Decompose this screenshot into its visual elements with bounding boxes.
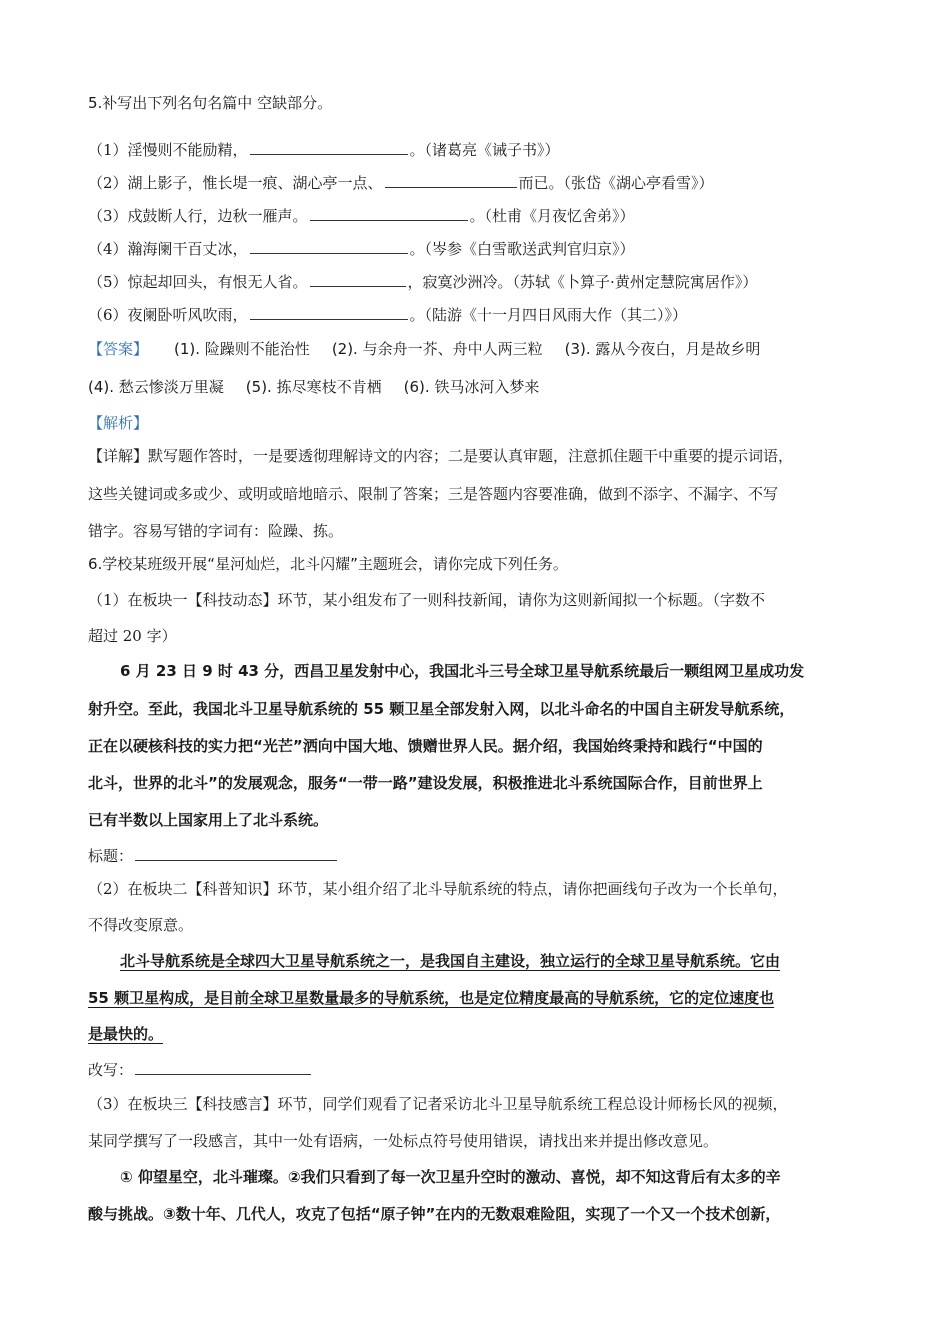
answer-tag: 【答案】 <box>88 340 149 358</box>
fill-item-source: 。（诸葛亮《诫子书》） <box>409 141 560 159</box>
fill-item-source: 。（岑参《白雪歌送武判官归京》） <box>409 240 635 258</box>
answer-line-2 <box>88 376 561 398</box>
analysis-tag: 【解析】 <box>88 414 149 432</box>
fill-item-4 <box>88 238 635 260</box>
answer-blank[interactable] <box>250 304 408 320</box>
fill-item-text: （5）惊起却回头，有恨无人省。 <box>88 273 308 291</box>
answer-item: (1). 险躁则不能治性 <box>174 340 310 358</box>
fill-item-6 <box>88 304 687 326</box>
answer-blank[interactable] <box>310 205 468 221</box>
fill-item-3 <box>88 205 635 227</box>
task-1-line: 超过 20 字） <box>88 627 177 645</box>
fill-item-source: 而已。（张岱《湖心亭看雪》） <box>518 174 714 192</box>
answer-line-1 <box>88 338 782 360</box>
fill-item-source: ，寂寞沙洲冷。（苏轼《卜算子·黄州定慧院寓居作》） <box>407 273 758 291</box>
essay-line: ① 仰望星空，北斗璀璨。②我们只看到了每一次卫星升空时的激动、喜悦，却不知这背后有太多的辛 <box>120 1168 781 1186</box>
underlined-sentence-line: 是最快的。 <box>88 1025 164 1043</box>
headline-row <box>88 845 339 867</box>
fill-item-text: （4）瀚海阑干百丈冰， <box>88 240 248 258</box>
fill-item-source: 。（陆游《十一月四日风雨大作（其二）》） <box>409 306 688 324</box>
detail-line: 错字。容易写错的字词有：险躁、拣。 <box>88 522 344 540</box>
answer-blank[interactable] <box>385 172 517 188</box>
answer-blank[interactable] <box>250 238 408 254</box>
detail-line: 【详解】默写题作答时，一是要透彻理解诗文的内容；二是要认真审题，注意抓住题干中重要的提示词语， <box>88 447 794 465</box>
fill-item-text: （3）戍鼓断人行，边秋一雁声。 <box>88 207 308 225</box>
fill-item-1 <box>88 139 560 161</box>
rewrite-answer-blank[interactable] <box>135 1059 311 1075</box>
answer-item: (4). 愁云惨淡万里凝 <box>88 378 224 396</box>
answer-blank[interactable] <box>250 139 408 155</box>
fill-item-text: （1）淫慢则不能励精， <box>88 141 248 159</box>
news-paragraph-line: 射升空。至此，我国北斗卫星导航系统的 55 颗卫星全部发射入网，以北斗命名的中国自主研发导航系统， <box>88 700 795 718</box>
rewrite-label: 改写： <box>88 1061 134 1079</box>
task-1-line: （1）在板块一【科技动态】环节，某小组发布了一则科技新闻，请你为这则新闻拟一个标题。（字数不 <box>88 591 766 609</box>
answer-item: (5). 拣尽寒枝不肯栖 <box>245 378 382 396</box>
question-6-title: 6.学校某班级开展“星河灿烂，北斗闪耀”主题班会，请你完成下列任务。 <box>88 555 568 573</box>
fill-item-source: 。（杜甫《月夜忆舍弟》） <box>469 207 635 225</box>
question-5-title: 5.补写出下列名句名篇中 空缺部分。 <box>88 94 333 112</box>
detail-line: 这些关键词或多或少、或明或暗地暗示、限制了答案；三是答题内容要准确，做到不添字、不漏字、不写 <box>88 485 779 503</box>
answer-item: (6). 铁马冰河入梦来 <box>403 378 540 396</box>
answer-item: (2). 与余舟一芥、舟中人两三粒 <box>331 340 543 358</box>
news-paragraph-line: 北斗，世界的北斗”的发展观念，服务“一带一路”建设发展，积极推进北斗系统国际合作，目前世界上 <box>88 774 763 792</box>
headline-label: 标题： <box>88 847 134 865</box>
news-paragraph-line: 已有半数以上国家用上了北斗系统。 <box>88 811 329 829</box>
fill-item-text: （6）夜阑卧听风吹雨， <box>88 306 248 324</box>
task-2-line: （2）在板块二【科普知识】环节，某小组介绍了北斗导航系统的特点，请你把画线句子改为一个长单句， <box>88 880 788 898</box>
task-3-line: （3）在板块三【科技感言】环节，同学们观看了记者采访北斗卫星导航系统工程总设计师杨长风的视频， <box>88 1095 788 1113</box>
news-paragraph-line: 6 月 23 日 9 时 43 分，西昌卫星发射中心，我国北斗三号全球卫星导航系统最后一颗组网卫星成功发 <box>120 662 805 680</box>
fill-item-2 <box>88 172 714 194</box>
underlined-sentence-line: 55 颗卫星构成，是目前全球卫星数量最多的导航系统，也是定位精度最高的导航系统，它的定位速度也 <box>88 989 775 1007</box>
headline-answer-blank[interactable] <box>135 845 337 861</box>
news-paragraph-line: 正在以硬核科技的实力把“光芒”洒向中国大地、馈赠世界人民。据介绍，我国始终秉持和践行“中国的 <box>88 737 763 755</box>
fill-item-5 <box>88 271 757 293</box>
task-3-line: 某同学撰写了一段感言，其中一处有语病，一处标点符号使用错误，请找出来并提出修改意见。 <box>88 1132 719 1150</box>
underlined-sentence-line: 北斗导航系统是全球四大卫星导航系统之一，是我国自主建设，独立运行的全球卫星导航系统。它由 <box>120 952 781 970</box>
task-2-line: 不得改变原意。 <box>88 916 194 934</box>
essay-line: 酸与挑战。③数十年、几代人，攻克了包括“原子钟”在内的无数艰难险阻，实现了一个又一个技术创新， <box>88 1205 781 1223</box>
rewrite-row <box>88 1059 313 1081</box>
fill-item-text: （2）湖上影子，惟长堤一痕、湖心亭一点、 <box>88 174 383 192</box>
answer-item: (3). 露从今夜白，月是故乡明 <box>564 340 761 358</box>
answer-blank[interactable] <box>310 271 406 287</box>
